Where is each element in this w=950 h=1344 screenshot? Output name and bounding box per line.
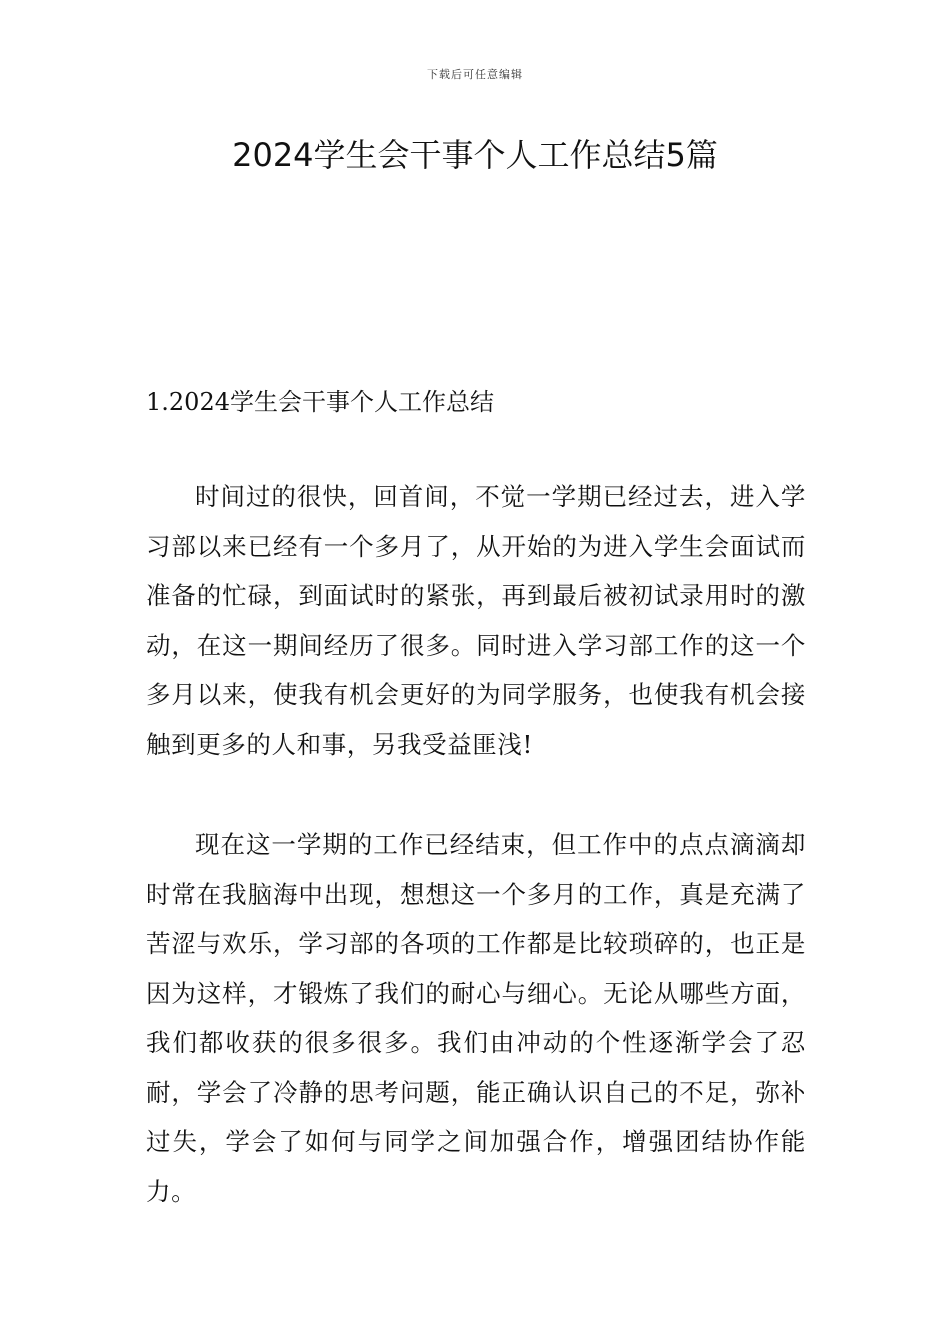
- header-note: 下载后可任意编辑: [427, 68, 523, 81]
- body-paragraph-1: 时间过的很快，回首间，不觉一学期已经过去，进入学习部以来已经有一个多月了，从开始的为进入学生会面试而准备的忙碌，到面试时的紧张，再到最后被初试录用时的激动，在这一期间经历了很多。同时进入学习部工作的这一个多月以来，使我有机会更好的为同学服务，也使我有机会接触到更多的人和事，另我受益匪浅!: [146, 482, 806, 759]
- body-paragraph-2: 现在这一学期的工作已经结束，但工作中的点点滴滴却时常在我脑海中出现，想想这一个多月的工作，真是充满了苦涩与欢乐，学习部的各项的工作都是比较琐碎的，也正是因为这样，才锻炼了我们的耐心与细心。无论从哪些方面，我们都收获的很多很多。我们由冲动的个性逐渐学会了忍耐，学会了冷静的思考问题，能正确认识自己的不足，弥补过失，学会了如何与同学之间加强合作，增强团结协作能力。: [146, 830, 806, 1206]
- section-heading: 1.2024学生会干事个人工作总结: [146, 388, 494, 416]
- document-title: 2024学生会干事个人工作总结5篇: [232, 136, 718, 174]
